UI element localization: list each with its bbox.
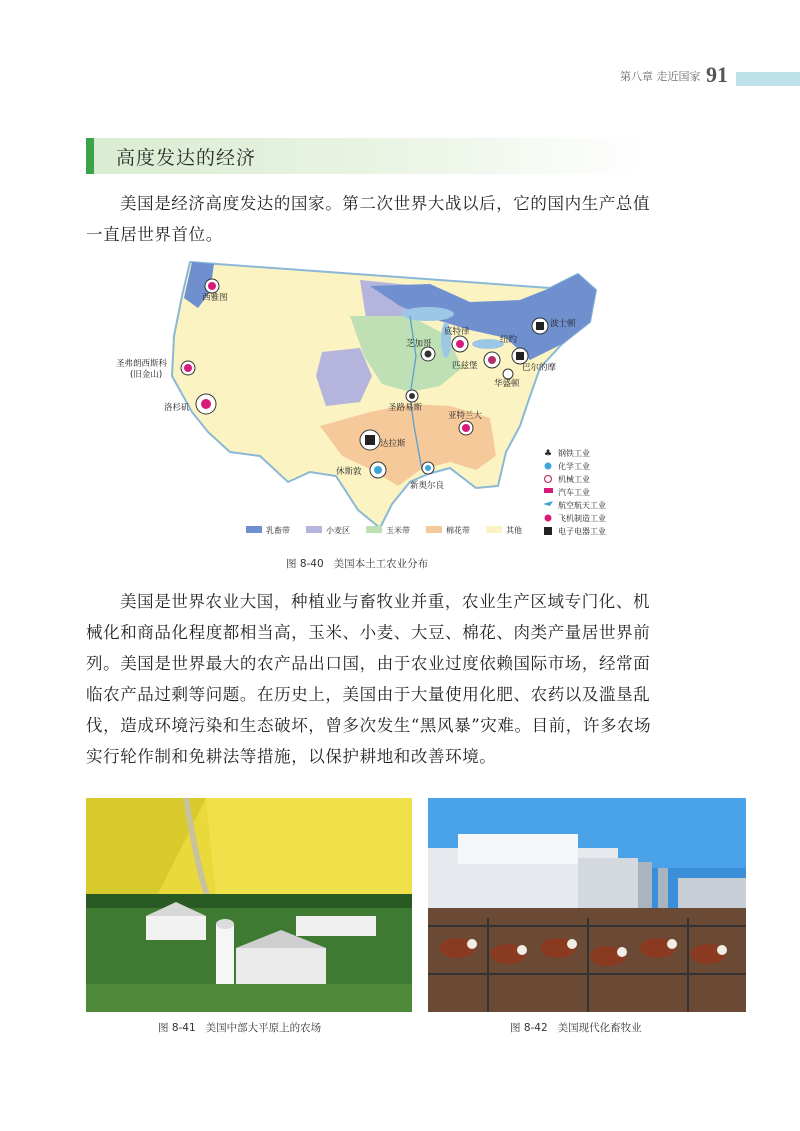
livestock-caption-text: 美国现代化畜牧业: [557, 1022, 642, 1034]
industry-legend-aerospace: 航空航天工业: [558, 501, 606, 510]
city-label-stlouis: 圣路易斯: [388, 403, 423, 413]
city-label-neworleans: 新奥尔良: [410, 481, 445, 491]
farm-figure-number: 图 8-41: [158, 1022, 196, 1034]
paragraph-agriculture: 美国是世界农业大国，种植业与畜牧业并重，农业生产区域专门化、机械化和商品化程度都相当高，玉米、小麦、大豆、棉花、肉类产量居世界前列。美国是世界最大的农产品出口国，由于农业过度依赖国际市场，经常面临农产品过剩等问题。在历史上，美国由于大量使用化肥、农药以及滥垦乱伐，造成环境污染和生态破坏，曾多次发生“黑风暴”灾难。目前，许多农场实行轮作制和免耕法等措施，以保护耕地和改善环境。: [86, 592, 652, 766]
industry-legend-auto: 汽车工业: [558, 488, 590, 497]
legend-icon-auto: [544, 488, 553, 493]
city-label-atlanta: 亚特兰大: [448, 411, 483, 421]
header-stripe: [736, 72, 800, 86]
city-label-baltimore: 巴尔的摩: [522, 363, 557, 373]
city-label-la: 洛杉矶: [164, 403, 190, 413]
belt-label-cotton: 棉花带: [446, 526, 470, 535]
industry-legend-aircraft: 飞机制造工业: [558, 514, 606, 523]
livestock-figure-number: 图 8-42: [510, 1022, 548, 1034]
section-accent-bar: [86, 138, 94, 174]
legend-icon-machinery: [545, 476, 552, 483]
industry-legend-electronics: 电子电器工业: [558, 527, 606, 536]
belt-swatch-dairy: [246, 526, 262, 533]
city-label-newyork: 纽约: [500, 335, 518, 345]
us-map: [110, 256, 630, 546]
city-label-detroit: 底特律: [444, 327, 470, 337]
us-map-figure: [110, 256, 630, 546]
industry-legend-machinery: 机械工业: [558, 475, 590, 484]
belt-swatch-other: [486, 526, 502, 533]
city-label-sf: 圣弗朗西斯科: [116, 359, 168, 369]
livestock-photo: [428, 798, 746, 1012]
livestock-photo-caption: [510, 1020, 642, 1035]
city-label-boston: 波士顿: [550, 319, 576, 329]
belt-legend: [246, 525, 522, 535]
city-label-sf2: (旧金山): [130, 370, 163, 380]
legend-icon-aerospace: [543, 501, 553, 506]
map-caption: [286, 556, 428, 571]
belt-swatch-corn: [366, 526, 382, 533]
belt-swatch-cotton: [426, 526, 442, 533]
city-label-houston: 休斯敦: [336, 467, 362, 477]
city-label-pittsburgh: 匹兹堡: [452, 361, 478, 371]
legend-icon-aircraft: [545, 515, 552, 522]
legend-icon-steel: ♣: [544, 449, 553, 459]
industry-legend-chemical: 化学工业: [558, 462, 590, 471]
page-number: 91: [706, 62, 728, 87]
city-label-washington: 华盛顿: [494, 379, 520, 389]
legend-icon-electronics: [544, 527, 552, 535]
city-label-chicago: 芝加哥: [406, 339, 432, 349]
farm-caption-text: 美国中部大平原上的农场: [205, 1022, 322, 1034]
belt-label-other: 其他: [506, 526, 522, 535]
farm-photo-caption: [158, 1020, 321, 1035]
map-figure-number: 图 8-40: [286, 558, 324, 570]
legend-icon-chemical: [545, 463, 552, 470]
section-title: 高度发达的经济: [116, 146, 257, 169]
city-label-dallas: 达拉斯: [380, 439, 406, 449]
belt-label-dairy: 乳畜带: [266, 526, 290, 535]
belt-swatch-wheat: [306, 526, 322, 533]
city-marker-washington: [503, 369, 513, 379]
paragraph-economy: 美国是经济高度发达的国家。第二次世界大战以后，它的国内生产总值一直居世界首位。: [86, 194, 651, 244]
belt-label-wheat: 小麦区: [326, 526, 350, 535]
industry-legend: [543, 448, 606, 536]
belt-label-corn: 玉米带: [386, 526, 410, 535]
section-title-banner: [86, 138, 644, 174]
industry-legend-steel: 钢铁工业: [558, 449, 590, 458]
farm-photo: [86, 798, 412, 1012]
map-caption-text: 美国本土工农业分布: [333, 558, 429, 570]
chapter-header: 第八章 走近国家: [620, 70, 701, 83]
city-label-seattle: 西雅图: [202, 293, 228, 303]
